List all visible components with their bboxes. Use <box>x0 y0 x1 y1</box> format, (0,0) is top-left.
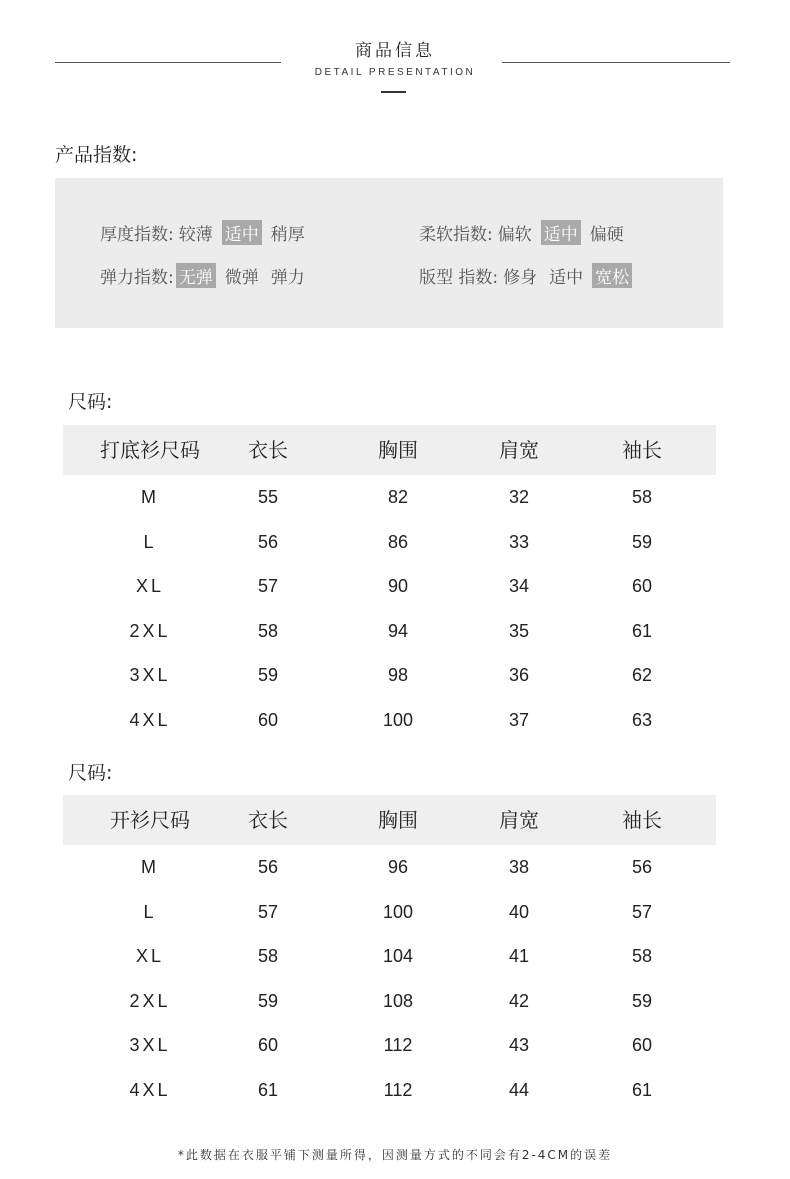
size-table-cardigan <box>63 795 716 1113</box>
table-cell: M <box>141 487 159 507</box>
table-cell: 60 <box>631 576 653 597</box>
table-cell: 62 <box>631 665 653 686</box>
size-table-undershirt <box>63 425 716 743</box>
header-left-rule <box>55 62 281 63</box>
table-cell: 112 <box>383 1079 413 1100</box>
table-row <box>63 653 716 698</box>
table-cell: 59 <box>631 531 653 552</box>
index-option: 修身 <box>503 268 538 288</box>
table-header-row <box>63 425 716 475</box>
index-option: 稍厚 <box>270 225 305 245</box>
index-option-selected: 宽松 <box>592 263 632 288</box>
table-cell: 61 <box>631 1079 653 1100</box>
table-cell: 98 <box>387 665 409 686</box>
table-row <box>63 1068 716 1113</box>
table-cell: 57 <box>631 901 653 922</box>
table-cell: 37 <box>508 709 530 730</box>
table-cell: 59 <box>257 665 279 686</box>
table-cell: 58 <box>631 946 653 967</box>
table-cell: 108 <box>382 990 414 1011</box>
table-cell: 55 <box>257 487 279 507</box>
table-cell: 59 <box>631 990 653 1011</box>
table-cell: 57 <box>257 901 279 922</box>
index-row-label: 柔软指数: <box>419 225 493 245</box>
table-cell: 3XL <box>129 1035 171 1056</box>
table-row <box>63 934 716 979</box>
table-cell: 32 <box>508 487 530 507</box>
table-cell: 58 <box>631 487 653 507</box>
table-cell: 4XL <box>129 709 171 730</box>
table-cell: 96 <box>387 857 409 877</box>
table-cell: 43 <box>508 1035 530 1056</box>
product-index-label: 产品指数: <box>55 144 138 166</box>
table-cell: 59 <box>257 990 279 1011</box>
index-option: 微弹 <box>224 268 259 288</box>
table-header-cell: 肩宽 <box>499 808 539 832</box>
table-row <box>63 979 716 1024</box>
index-row-label: 弹力指数: <box>100 268 174 288</box>
table-row <box>63 1023 716 1068</box>
table-cell: XL <box>135 576 165 597</box>
table-cell: 42 <box>508 990 530 1011</box>
index-option: 适中 <box>549 268 584 288</box>
table-cell: 2XL <box>129 620 171 641</box>
table-cell: 60 <box>257 709 279 730</box>
table-header-cell: 袖长 <box>622 438 662 462</box>
table-cell: 56 <box>257 857 279 877</box>
table-cell: 40 <box>508 901 530 922</box>
index-row-thickness <box>100 220 314 245</box>
page-subtitle: DETAIL PRESENTATION <box>314 67 476 78</box>
index-option: 偏软 <box>497 225 532 245</box>
table-cell: 82 <box>387 487 409 507</box>
header-right-rule <box>502 62 730 63</box>
table-row <box>63 609 716 654</box>
table-header-cell: 肩宽 <box>499 438 539 462</box>
table-cell: 100 <box>382 709 414 730</box>
table-cell: 112 <box>383 1035 413 1056</box>
page-title: 商品信息 <box>355 41 435 61</box>
index-option-selected: 无弹 <box>176 263 216 288</box>
index-option: 偏硬 <box>589 225 624 245</box>
table-cell: 57 <box>257 576 279 597</box>
index-row-label: 版型 指数: <box>419 268 499 288</box>
table-header-cell: 开衫尺码 <box>110 808 190 832</box>
index-row-fit <box>419 263 638 288</box>
table-cell: 63 <box>631 709 653 730</box>
table-cell: 36 <box>508 665 530 686</box>
table-cell: 104 <box>382 946 414 967</box>
table-cell: 90 <box>387 576 409 597</box>
table-cell: 44 <box>508 1079 530 1100</box>
table-header-cell: 胸围 <box>378 808 418 832</box>
table-cell: XL <box>135 946 165 967</box>
table-cell: 35 <box>508 620 530 641</box>
index-row-softness <box>419 220 633 245</box>
index-row-elasticity <box>100 263 314 288</box>
size-table-1-label: 尺码: <box>68 391 113 413</box>
table-cell: 33 <box>508 531 530 552</box>
table-cell: 58 <box>257 620 279 641</box>
table-row <box>63 475 716 520</box>
table-cell: M <box>141 857 159 877</box>
table-cell: 58 <box>257 946 279 967</box>
table-row <box>63 890 716 935</box>
table-cell: 38 <box>508 857 530 877</box>
table-row <box>63 845 716 890</box>
table-cell: 34 <box>508 576 530 597</box>
table-row <box>63 520 716 565</box>
table-header-cell: 胸围 <box>378 438 418 462</box>
table-header-cell: 打底衫尺码 <box>100 438 200 462</box>
table-cell: 56 <box>631 857 653 877</box>
table-cell: 2XL <box>129 990 171 1011</box>
table-header-row <box>63 795 716 845</box>
table-cell: 61 <box>257 1079 279 1100</box>
table-header-cell: 衣长 <box>248 438 288 462</box>
table-cell: 94 <box>387 620 409 641</box>
table-cell: 100 <box>382 901 414 922</box>
table-cell: L <box>143 901 157 922</box>
header-dash <box>381 91 406 93</box>
table-header-cell: 袖长 <box>622 808 662 832</box>
index-option: 弹力 <box>270 268 305 288</box>
table-header-cell: 衣长 <box>248 808 288 832</box>
table-cell: 60 <box>631 1035 653 1056</box>
product-index-panel <box>55 178 723 328</box>
table-cell: 60 <box>257 1035 279 1056</box>
index-option-selected: 适中 <box>541 220 581 245</box>
table-cell: 56 <box>257 531 279 552</box>
table-cell: 61 <box>631 620 653 641</box>
index-option: 较薄 <box>178 225 213 245</box>
table-row <box>63 698 716 743</box>
table-cell: 86 <box>387 531 409 552</box>
table-cell: L <box>143 531 157 552</box>
table-cell: 3XL <box>129 665 171 686</box>
measurement-footnote: *此数据在衣服平铺下测量所得，因测量方式的不同会有2-4CM的误差 <box>177 1148 613 1162</box>
index-row-label: 厚度指数: <box>100 225 174 245</box>
index-option-selected: 适中 <box>222 220 262 245</box>
size-table-2-label: 尺码: <box>68 762 113 784</box>
table-row <box>63 564 716 609</box>
table-cell: 41 <box>508 946 530 967</box>
table-cell: 4XL <box>129 1079 171 1100</box>
